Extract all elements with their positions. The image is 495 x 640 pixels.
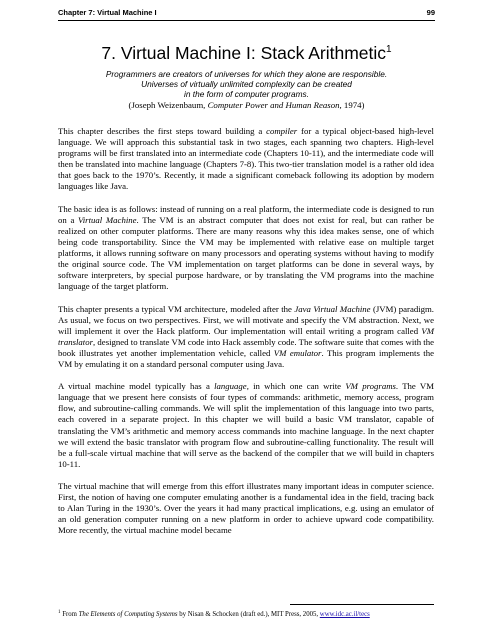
paragraph-3	[58, 304, 434, 371]
epigraph-line-2: Universes of virtually unlimited complexity can be created	[141, 79, 352, 89]
paragraph-5: The virtual machine that will emerge from this effort illustrates many important ideas in computer science. First, the notion of having one computer emulating another is a fundamental idea in the field, tracing back to Alan Turing in the 1930’s. Over the years it had many practical implications, e.g. using an emulator of an old generation computer running on a new platform in order to achieve upward code compatibility. More recently, the virtual machine model became	[58, 481, 434, 536]
epigraph-source	[58, 100, 435, 111]
p2-text-c: . The VM is an abstract computer that does not exist for real, but can rather be realized on other computer platforms. There are many reasons why this idea makes sense, one of which being code transportability. Since the VM may be implemented with relative ease on multiple target platforms, it allows running software on many processors and operating systems without having to modify the original source code. The VM implementation on target platforms can be done in several ways, by software interpreters, by special purpose hardware, or by translating the VM programs into the machine language of the target platform.	[58, 214, 434, 292]
footnote-divider	[290, 604, 434, 605]
p4-text-a: A virtual machine model typically has a	[58, 381, 215, 392]
chapter-title	[58, 40, 435, 63]
p3-text-e: , designed to translate VM code into Hack assembly code. The software suite that comes with the book illustrates yet another implementation vehicle, called	[58, 336, 434, 358]
header-chapter: Chapter 7: Virtual Machine I	[58, 8, 157, 17]
p3-text-a: This chapter presents a typical VM architecture, modeled after the	[58, 303, 295, 314]
header-page-number: 99	[426, 8, 435, 17]
epigraph-line-1: Programmers are creators of universes for which they alone are responsible.	[105, 69, 388, 79]
p1-text-c: for a typical object-based high-level language. We will approach this substantial task in two stages, each spanning two chapters. High-level programs will be first translated into an intermediate code (Chapters 10-11), and the intermediate code will then be translated into machine language (Chapters 7-8). This two-tier translation model is a rather old idea that goes back to the 1970’s. Recently, it made a significant comeback following its adoption by modern languages like Java.	[58, 126, 434, 192]
p4-emphasis-language: language	[214, 381, 247, 392]
paragraph-1	[58, 126, 434, 193]
paragraph-4	[58, 381, 434, 470]
paragraph-2	[58, 204, 434, 293]
p1-text-a: This chapter describes the first steps toward building a	[58, 126, 267, 136]
p2-emphasis: Virtual Machine	[78, 214, 137, 225]
epigraph	[58, 69, 435, 99]
p3-text-c: (JVM) paradigm. As usual, we focus on two perspectives. First, we will motivate and specify the VM abstraction. Next, we will implement it over the Hack platform. Our implementation will entail writing a program called	[58, 303, 434, 336]
p4-text-c: , in which one can write	[246, 381, 346, 392]
p2-text-a: The basic idea is as follows: instead of running on a real platform, the intermediate code is designed to run on a	[58, 203, 434, 225]
body-text	[58, 126, 434, 548]
epigraph-source-title: Computer Power and Human Reason	[207, 100, 340, 110]
p3-text-g: . This program implements the VM by emulating it on a standard personal computer using Java.	[58, 347, 434, 369]
footnote-mark: 1	[58, 610, 61, 615]
epigraph-source-open: (Joseph Weizenbaum,	[128, 100, 208, 110]
footnote-link[interactable]: www.idc.ac.il/tecs	[319, 611, 370, 618]
p4-emphasis-programs: VM programs	[345, 381, 396, 392]
p1-emphasis: compiler	[266, 126, 298, 136]
p4-text-e: . The VM language that we present here consists of four types of commands: arithmetic, memory access, program flow, and subroutine-calling commands. We will split the implementation of this language into two parts, each covered in a separate project. In this chapter we will build a basic VM translator, capable of translating the VM’s arithmetic and memory access commands into machine language. In the next chapter we will extend the basic translator with program flow and subroutine-calling functionality. The result will be a full-scale virtual machine that will serve as the backend of the compiler that we will build in chapters 10-11.	[58, 381, 434, 469]
epigraph-source-close: , 1974)	[339, 100, 365, 110]
epigraph-line-3: in the form of computer programs.	[184, 89, 309, 99]
p3-emphasis-jvm: Java Virtual Machine	[294, 303, 371, 314]
p3-emphasis-emulator: VM emulator	[273, 347, 322, 358]
footnote-middle: by Nisan & Schocken (draft ed.), MIT Press, 2005,	[177, 611, 320, 618]
title-footnote-mark[interactable]: 1	[386, 44, 392, 55]
chapter-title-text: 7. Virtual Machine I: Stack Arithmetic	[101, 43, 387, 63]
running-header	[58, 6, 435, 21]
p3-emphasis-translator: VM translator	[58, 325, 434, 347]
footnote-prefix: From	[60, 611, 79, 618]
footnote-book-title: The Elements of Computing Systems	[78, 611, 178, 618]
footnote	[58, 608, 435, 619]
